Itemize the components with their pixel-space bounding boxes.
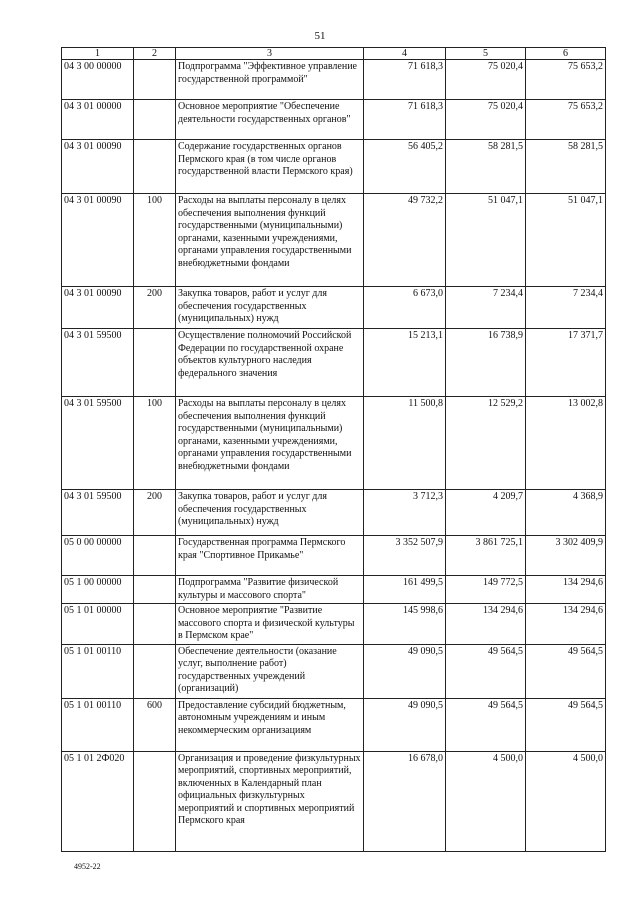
cell-value-col5: 4 500,0 (446, 751, 526, 851)
cell-name: Государственная программа Пермского края "Спортивное Прикамье" (176, 536, 364, 576)
cell-name: Подпрограмма "Развитие физической культуры и массового спорта" (176, 576, 364, 604)
cell-value-col4: 71 618,3 (364, 100, 446, 140)
cell-code: 04 3 01 00090 (62, 140, 134, 194)
cell-value-col5: 134 294,6 (446, 604, 526, 645)
table-row (62, 397, 606, 490)
cell-code: 05 1 01 00110 (62, 698, 134, 751)
cell-name: Предоставление субсидий бюджетным, автономным учреждениям и иным некоммерческим организациям (176, 698, 364, 751)
cell-name: Содержание государственных органов Пермского края (в том числе органов государственной власти Пермского края) (176, 140, 364, 194)
cell-value-col6: 49 564,5 (526, 644, 606, 698)
cell-value-col6: 75 653,2 (526, 60, 606, 100)
cell-value-col4: 15 213,1 (364, 329, 446, 397)
cell-name: Основное мероприятие "Обеспечение деятельности государственных органов" (176, 100, 364, 140)
budget-table (61, 47, 606, 852)
cell-code: 04 3 00 00000 (62, 60, 134, 100)
table-row (62, 140, 606, 194)
table-row (62, 536, 606, 576)
cell-name: Закупка товаров, работ и услуг для обеспечения государственных (муниципальных) нужд (176, 287, 364, 329)
cell-value-col4: 161 499,5 (364, 576, 446, 604)
cell-expense-type (134, 100, 176, 140)
table-row (62, 751, 606, 851)
cell-value-col4: 49 090,5 (364, 698, 446, 751)
table-row (62, 490, 606, 536)
cell-value-col4: 71 618,3 (364, 60, 446, 100)
cell-value-col6: 17 371,7 (526, 329, 606, 397)
cell-value-col5: 75 020,4 (446, 60, 526, 100)
table-body (62, 60, 606, 852)
cell-value-col5: 49 564,5 (446, 698, 526, 751)
cell-name: Подпрограмма "Эффективное управление государственной программой" (176, 60, 364, 100)
header-cell-6: 6 (526, 48, 606, 60)
cell-code: 05 1 01 00110 (62, 644, 134, 698)
cell-value-col5: 49 564,5 (446, 644, 526, 698)
cell-code: 04 3 01 59500 (62, 329, 134, 397)
cell-value-col6: 51 047,1 (526, 194, 606, 287)
table-row (62, 194, 606, 287)
cell-name: Закупка товаров, работ и услуг для обеспечения государственных (муниципальных) нужд (176, 490, 364, 536)
cell-value-col5: 7 234,4 (446, 287, 526, 329)
cell-expense-type: 100 (134, 194, 176, 287)
cell-value-col6: 4 368,9 (526, 490, 606, 536)
cell-code: 05 1 01 2Ф020 (62, 751, 134, 851)
cell-expense-type (134, 60, 176, 100)
header-row (62, 48, 606, 60)
cell-value-col5: 75 020,4 (446, 100, 526, 140)
table-row (62, 287, 606, 329)
cell-name: Расходы на выплаты персоналу в целях обеспечения выполнения функций государственными (муниципальными) органами, казенными учреждениями, органами управления государственными внебюджетными фондами (176, 397, 364, 490)
cell-expense-type (134, 604, 176, 645)
cell-value-col5: 149 772,5 (446, 576, 526, 604)
cell-expense-type: 200 (134, 490, 176, 536)
table-row (62, 100, 606, 140)
cell-value-col4: 3 352 507,9 (364, 536, 446, 576)
cell-value-col4: 16 678,0 (364, 751, 446, 851)
cell-value-col5: 3 861 725,1 (446, 536, 526, 576)
cell-value-col6: 75 653,2 (526, 100, 606, 140)
header-cell-1: 1 (62, 48, 134, 60)
cell-value-col6: 4 500,0 (526, 751, 606, 851)
cell-name: Основное мероприятие "Развитие массового спорта и физической культуры в Пермском крае" (176, 604, 364, 645)
cell-value-col5: 4 209,7 (446, 490, 526, 536)
header-cell-4: 4 (364, 48, 446, 60)
cell-value-col6: 7 234,4 (526, 287, 606, 329)
document-code: 4952-22 (74, 862, 101, 871)
header-cell-3: 3 (176, 48, 364, 60)
cell-value-col6: 134 294,6 (526, 576, 606, 604)
cell-expense-type (134, 576, 176, 604)
cell-name: Расходы на выплаты персоналу в целях обеспечения выполнения функций государственными (муниципальными) органами, казенными учреждениями, органами управления государственными внебюджетными фондами (176, 194, 364, 287)
header-cell-2: 2 (134, 48, 176, 60)
cell-code: 05 1 00 00000 (62, 576, 134, 604)
cell-value-col6: 58 281,5 (526, 140, 606, 194)
cell-value-col6: 13 002,8 (526, 397, 606, 490)
cell-value-col5: 12 529,2 (446, 397, 526, 490)
cell-value-col6: 134 294,6 (526, 604, 606, 645)
cell-expense-type: 100 (134, 397, 176, 490)
table-row (62, 644, 606, 698)
cell-value-col5: 51 047,1 (446, 194, 526, 287)
cell-value-col4: 49 090,5 (364, 644, 446, 698)
cell-expense-type (134, 140, 176, 194)
cell-value-col4: 49 732,2 (364, 194, 446, 287)
cell-expense-type: 600 (134, 698, 176, 751)
cell-code: 04 3 01 59500 (62, 490, 134, 536)
cell-value-col6: 49 564,5 (526, 698, 606, 751)
cell-expense-type: 200 (134, 287, 176, 329)
table-row (62, 698, 606, 751)
cell-value-col4: 145 998,6 (364, 604, 446, 645)
page-number: 51 (314, 30, 326, 42)
cell-expense-type (134, 751, 176, 851)
cell-code: 05 1 01 00000 (62, 604, 134, 645)
cell-expense-type (134, 536, 176, 576)
cell-value-col5: 58 281,5 (446, 140, 526, 194)
cell-expense-type (134, 644, 176, 698)
table-row (62, 576, 606, 604)
cell-value-col6: 3 302 409,9 (526, 536, 606, 576)
cell-expense-type (134, 329, 176, 397)
cell-name: Организация и проведение физкультурных мероприятий, спортивных мероприятий, включенных в Календарный план официальных физкультурных мероприятий и спортивных мероприятий Пермского края (176, 751, 364, 851)
cell-code: 04 3 01 00000 (62, 100, 134, 140)
table-row (62, 329, 606, 397)
header-cell-5: 5 (446, 48, 526, 60)
cell-name: Обеспечение деятельности (оказание услуг, выполнение работ) государственных учреждений (организаций) (176, 644, 364, 698)
cell-code: 05 0 00 00000 (62, 536, 134, 576)
cell-code: 04 3 01 00090 (62, 194, 134, 287)
cell-value-col4: 6 673,0 (364, 287, 446, 329)
cell-value-col4: 56 405,2 (364, 140, 446, 194)
cell-value-col5: 16 738,9 (446, 329, 526, 397)
cell-code: 04 3 01 59500 (62, 397, 134, 490)
cell-value-col4: 3 712,3 (364, 490, 446, 536)
cell-value-col4: 11 500,8 (364, 397, 446, 490)
table-row (62, 60, 606, 100)
table-row (62, 604, 606, 645)
cell-name: Осуществление полномочий Российской Федерации по государственной охране объектов культурного наследия федерального значения (176, 329, 364, 397)
cell-code: 04 3 01 00090 (62, 287, 134, 329)
